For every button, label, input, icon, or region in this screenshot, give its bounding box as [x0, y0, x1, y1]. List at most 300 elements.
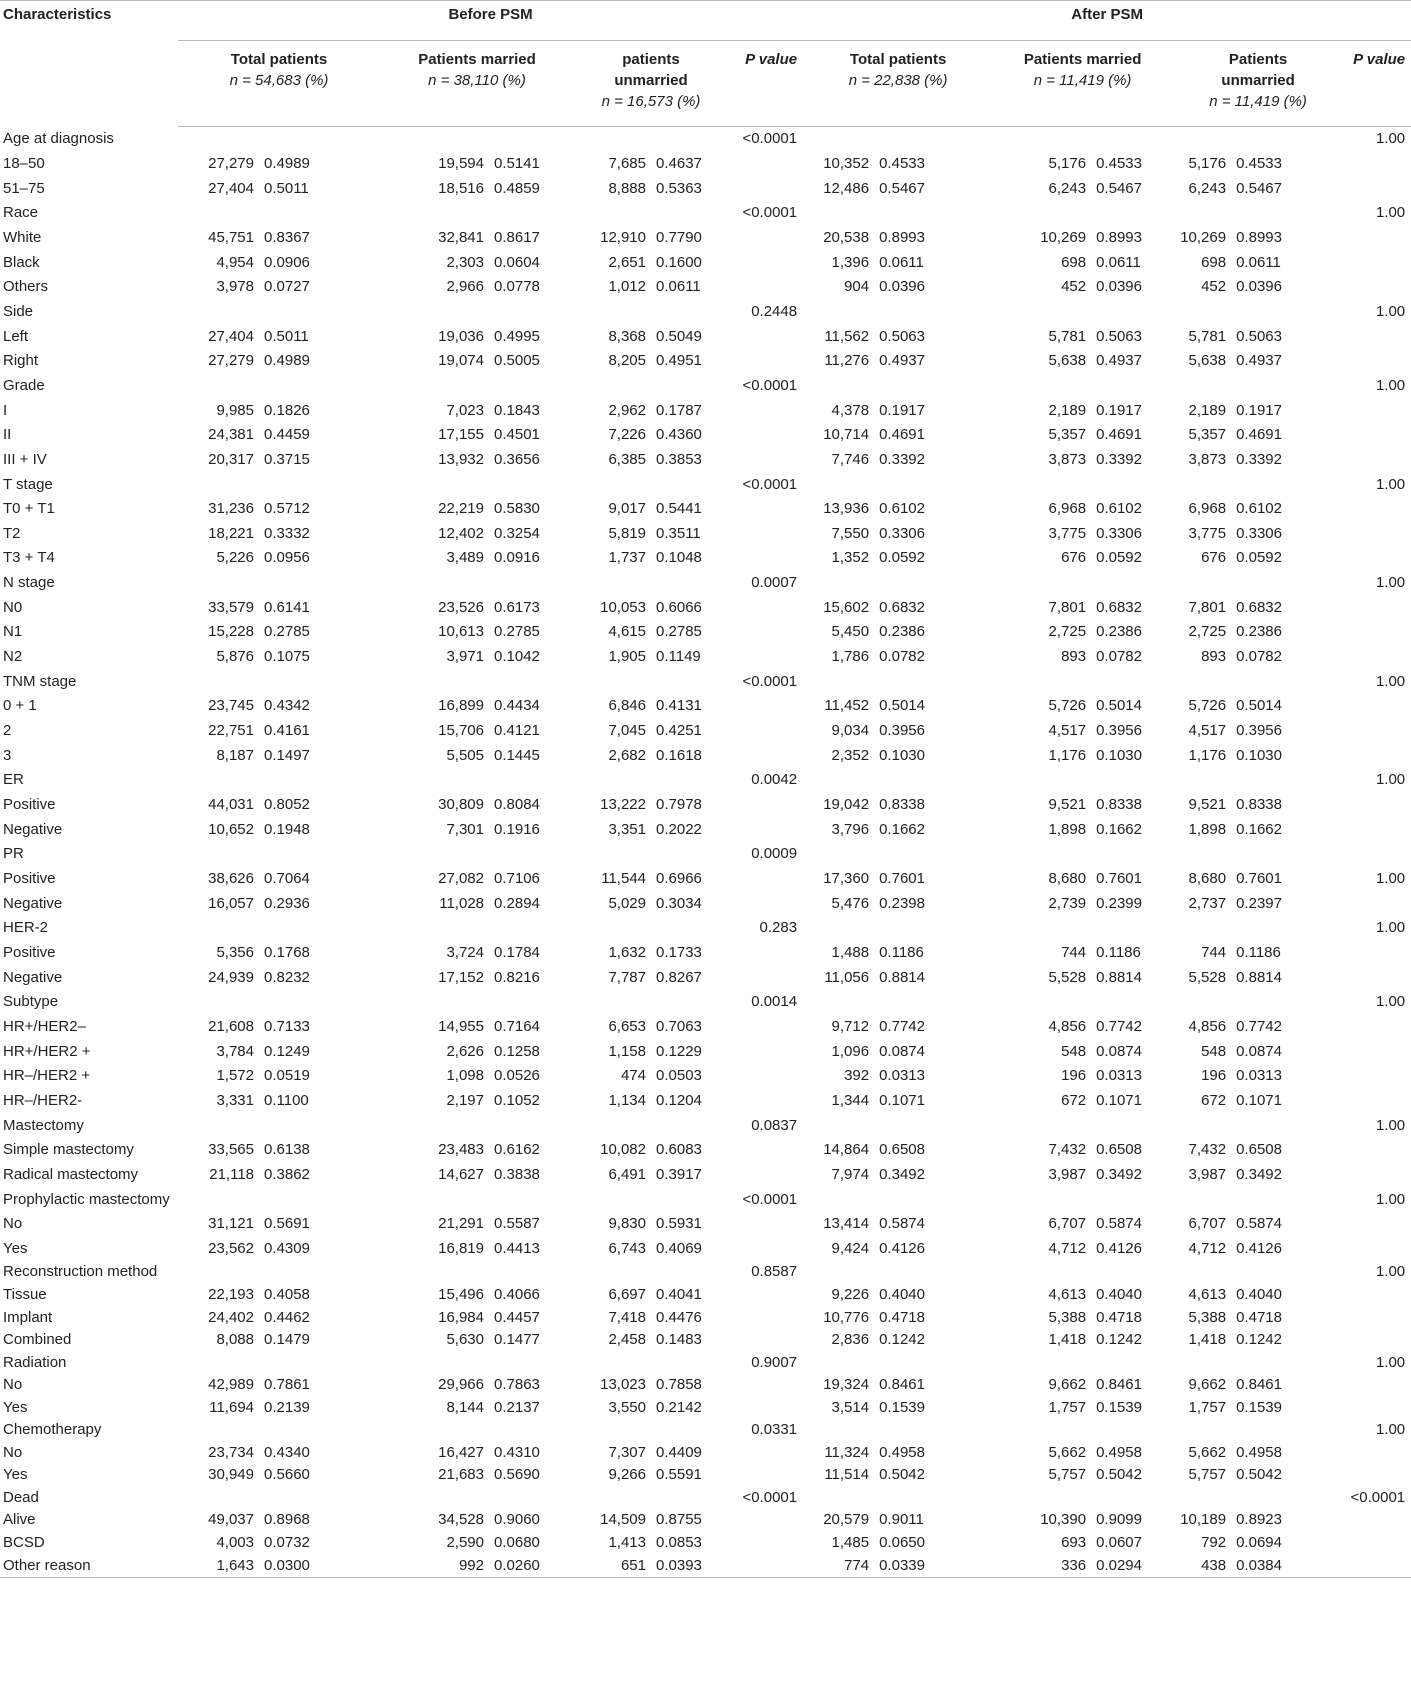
- after-unmarried-n-cell: [1172, 1419, 1230, 1442]
- after-p-value: [1344, 1138, 1411, 1163]
- before-unmarried-n-cell: 7,418: [608, 1308, 646, 1326]
- before-p-value: [728, 1374, 803, 1397]
- before-total-n-cell: 4,954: [216, 253, 254, 271]
- before-p-value: [728, 1212, 803, 1237]
- after-married-pct-cell: 0.0396: [1096, 278, 1142, 296]
- after-p-value: [1344, 398, 1411, 423]
- before-married-pct-cell: [488, 1419, 574, 1442]
- before-married-n-cell: [380, 374, 488, 399]
- row-label: No: [3, 1376, 23, 1394]
- before-unmarried-n-cell: [574, 374, 650, 399]
- before-unmarried-pct-cell: 0.6083: [656, 1141, 702, 1159]
- after-married-pct-cell: [1090, 201, 1172, 226]
- after-total-n-cell: [803, 1187, 873, 1212]
- after-married-n-cell: 6,243: [1048, 179, 1087, 197]
- before-unmarried-pct-cell: 0.6966: [656, 870, 702, 888]
- after-unmarried-n-cell: 4,712: [1188, 1239, 1227, 1257]
- table-row: [0, 1089, 1411, 1114]
- before-p-value-label: P value: [745, 51, 798, 68]
- after-unmarried-n-cell: 7,801: [1188, 598, 1227, 616]
- after-total-pct-cell: [873, 1113, 993, 1138]
- after-p-value: [1344, 522, 1411, 547]
- after-married-pct-cell: 0.3492: [1096, 1165, 1142, 1183]
- before-p-value: [728, 1015, 803, 1040]
- before-unmarried-n-cell: 3,550: [608, 1398, 646, 1416]
- after-total-pct-cell: 0.0874: [879, 1042, 925, 1060]
- after-p-value: [1344, 1039, 1411, 1064]
- before-total-n-cell: 33,565: [208, 1141, 254, 1159]
- after-unmarried-pct-cell: [1230, 201, 1344, 226]
- after-total-n-cell: 12,486: [823, 179, 870, 197]
- after-p-value: [1344, 1064, 1411, 1089]
- before-unmarried-n-cell: 2,962: [608, 401, 646, 419]
- after-married-pct-cell: 0.4040: [1096, 1286, 1142, 1303]
- after-p-value: [1344, 1329, 1411, 1352]
- before-total-n-cell: 27,279: [208, 154, 254, 172]
- before-married-pct-cell: 0.2894: [494, 894, 540, 912]
- before-total-n-cell: 9,985: [216, 401, 254, 419]
- after-married-pct-cell: 0.4533: [1096, 154, 1142, 172]
- after-total-pct-cell: 0.0592: [879, 549, 925, 567]
- before-married-pct-cell: [488, 1113, 574, 1138]
- before-unmarried-n-cell: 474: [620, 1067, 646, 1085]
- before-total-n-cell: 44,031: [208, 796, 254, 814]
- table-row: [0, 645, 1411, 670]
- after-married-pct-cell: 0.0294: [1090, 1554, 1172, 1577]
- before-total-pct-cell: 0.7064: [264, 870, 310, 888]
- before-married-n-cell: 16,427: [438, 1443, 484, 1461]
- after-total-pct-cell: 0.7601: [879, 870, 925, 888]
- before-p-value: [728, 176, 803, 201]
- after-married-pct-cell: [1090, 571, 1172, 596]
- before-married-n-cell: [380, 990, 488, 1015]
- before-total-pct-cell: 0.4989: [264, 352, 310, 370]
- after-total-n-cell: 3,514: [831, 1398, 870, 1416]
- table-row: [0, 1509, 1411, 1532]
- before-unmarried-pct-cell: 0.4251: [656, 722, 702, 740]
- category-label: T stage: [3, 475, 53, 493]
- after-married-pct-cell: [1090, 990, 1172, 1015]
- after-unmarried-n-cell: 1,418: [1188, 1331, 1227, 1349]
- before-married-n-cell: 19,074: [438, 352, 484, 370]
- after-unmarried-n-cell: 1,757: [1188, 1398, 1227, 1416]
- before-unmarried-n-cell: 7,226: [608, 426, 646, 444]
- before-unmarried-n-cell: 1,632: [608, 943, 646, 961]
- after-married-n-cell: 5,662: [1048, 1443, 1087, 1461]
- before-married-pct-cell: 0.6173: [494, 598, 540, 616]
- before-married-header: [380, 41, 574, 127]
- before-p-value: [728, 1284, 803, 1307]
- before-total-n-cell: 3,978: [216, 278, 254, 296]
- after-p-value: [1344, 250, 1411, 275]
- after-total-pct-cell: 0.1242: [879, 1331, 925, 1349]
- before-unmarried-n-cell: [574, 1113, 650, 1138]
- before-total-pct-cell: 0.5011: [264, 179, 309, 197]
- after-married-pct-cell: 0.4937: [1096, 352, 1142, 370]
- before-total-n-cell: 27,404: [208, 179, 254, 197]
- before-married-pct-cell: [488, 916, 574, 941]
- after-total-pct-cell: 0.5467: [879, 179, 925, 197]
- after-total-n-cell: 20,579: [823, 1511, 870, 1529]
- before-unmarried-pct-cell: 0.4951: [656, 352, 702, 370]
- after-married-n-cell: 5,726: [1048, 697, 1087, 715]
- row-label: Positive: [3, 870, 56, 888]
- after-married-n-cell: 9,662: [1048, 1376, 1087, 1394]
- after-unmarried-n: n = 11,419 (%): [1209, 93, 1307, 110]
- before-married-pct-cell: 0.5690: [494, 1466, 540, 1484]
- before-unmarried-pct-cell: [650, 472, 728, 497]
- category-label: Race: [3, 204, 39, 222]
- after-p-value: [1344, 743, 1411, 768]
- category-label: Chemotherapy: [3, 1421, 102, 1439]
- after-unmarried-pct-cell: 0.0592: [1236, 549, 1282, 567]
- after-married-n: n = 11,419 (%): [1033, 72, 1132, 89]
- before-unmarried-n-cell: 3,351: [608, 820, 646, 838]
- before-married-pct-cell: 0.5587: [494, 1215, 540, 1233]
- before-p-value: [728, 1163, 803, 1188]
- before-total-n-cell: 49,037: [208, 1511, 254, 1529]
- after-unmarried-pct-cell: [1230, 669, 1344, 694]
- after-married-pct-cell: 0.0782: [1096, 648, 1142, 666]
- after-married-pct-cell: 0.7742: [1096, 1017, 1142, 1035]
- before-married-pct-cell: [488, 201, 574, 226]
- after-unmarried-n-cell: 7,432: [1188, 1141, 1227, 1159]
- before-unmarried-n-cell: [574, 842, 650, 867]
- before-total-pct-cell: 0.4459: [264, 426, 310, 444]
- before-total-pct-cell: 0.0732: [264, 1534, 310, 1552]
- before-p-value: <0.0001: [742, 376, 798, 394]
- before-unmarried-pct-cell: 0.0503: [656, 1067, 702, 1085]
- before-married-n-cell: [380, 300, 488, 325]
- before-total-n-cell: 8,187: [216, 746, 254, 764]
- after-married-n-cell: 4,613: [1048, 1286, 1087, 1303]
- after-married-n-cell: 7,801: [1048, 598, 1087, 616]
- after-married-pct-cell: [1090, 1187, 1172, 1212]
- after-p-value: 1.00: [1375, 993, 1406, 1011]
- category-label: Subtype: [3, 993, 59, 1011]
- after-p-value: 1.00: [1375, 1116, 1406, 1134]
- before-unmarried-n-cell: [574, 300, 650, 325]
- after-married-n-cell: 5,781: [1048, 327, 1087, 345]
- before-married-pct-cell: 0.1477: [494, 1331, 540, 1349]
- before-unmarried-pct-cell: [650, 990, 728, 1015]
- after-total-n-cell: 10,714: [823, 426, 870, 444]
- after-married-n-cell: 10,390: [1040, 1511, 1087, 1529]
- before-total-n-cell: [178, 127, 258, 152]
- row-label: T0 + T1: [3, 500, 55, 518]
- before-total-n-cell: 5,226: [216, 549, 254, 567]
- before-total-n-cell: 38,626: [208, 870, 254, 888]
- before-total-n-cell: 24,402: [208, 1308, 254, 1326]
- before-total-n-cell: 3,331: [216, 1091, 254, 1109]
- before-married-pct-cell: [488, 472, 574, 497]
- before-married-n-cell: 11,028: [439, 894, 484, 912]
- after-unmarried-n-cell: [1172, 1351, 1230, 1374]
- before-total-pct-cell: 0.1100: [264, 1091, 309, 1109]
- after-total-n-cell: 392: [844, 1067, 870, 1085]
- before-unmarried-n-cell: [574, 1419, 650, 1442]
- before-total-n-cell: 15,228: [208, 623, 254, 641]
- before-unmarried-pct-cell: 0.3034: [656, 894, 702, 912]
- before-married-pct-cell: 0.7863: [494, 1376, 540, 1394]
- after-total-n-cell: [803, 127, 873, 152]
- after-p-value: 1.00: [1375, 1353, 1406, 1371]
- after-total-pct-cell: 0.4691: [879, 426, 925, 444]
- after-unmarried-n-cell: 9,662: [1188, 1376, 1227, 1394]
- after-unmarried-pct-cell: 0.2397: [1236, 894, 1282, 912]
- after-married-pct-cell: [1090, 916, 1172, 941]
- table-row: [0, 891, 1411, 916]
- after-p-value: [1344, 152, 1411, 177]
- table-row: [0, 423, 1411, 448]
- row-label: HR–/HER2-: [3, 1091, 83, 1109]
- after-unmarried-header: [1172, 41, 1344, 127]
- after-total-n-cell: 19,324: [823, 1376, 870, 1394]
- after-p-value: [1344, 793, 1411, 818]
- after-unmarried-n-cell: 6,968: [1188, 500, 1227, 518]
- after-total-pct-cell: [873, 1351, 993, 1374]
- after-unmarried-n-cell: 6,707: [1188, 1215, 1227, 1233]
- after-total-pct-cell: 0.5042: [879, 1466, 925, 1484]
- before-unmarried-pct-cell: 0.8755: [656, 1511, 702, 1529]
- after-total-n-cell: 13,414: [823, 1215, 870, 1233]
- after-married-n-cell: 196: [1061, 1067, 1087, 1085]
- before-unmarried-pct-cell: 0.7063: [656, 1017, 702, 1035]
- category-row: [0, 1487, 1411, 1510]
- after-p-value: [1344, 1554, 1411, 1577]
- after-married-pct-cell: 0.2399: [1096, 894, 1142, 912]
- before-total-pct-cell: 0.1479: [264, 1331, 310, 1349]
- before-married-pct-cell: [488, 1187, 574, 1212]
- after-unmarried-n-cell: 9,521: [1188, 796, 1227, 814]
- after-p-value: [1344, 719, 1411, 744]
- before-total-pct-cell: [258, 1487, 380, 1510]
- before-married-pct-cell: 0.0260: [488, 1554, 574, 1577]
- before-unmarried-pct-cell: [650, 1351, 728, 1374]
- after-p-value: [1344, 1212, 1411, 1237]
- before-total-n-cell: 27,279: [208, 352, 254, 370]
- before-total-pct-cell: 0.2139: [264, 1398, 310, 1416]
- before-total-n-cell: [178, 1419, 258, 1442]
- after-p-value: 1.00: [1375, 672, 1406, 690]
- after-total-pct-cell: [873, 571, 993, 596]
- after-total-pct-cell: [873, 300, 993, 325]
- after-married-pct-cell: 0.3392: [1096, 450, 1142, 468]
- before-total-pct-cell: 0.5660: [264, 1466, 310, 1484]
- after-unmarried-n-cell: 698: [1201, 253, 1227, 271]
- before-married-n-cell: 16,899: [438, 697, 484, 715]
- before-unmarried-title-1: patients: [622, 51, 680, 68]
- before-total-pct-cell: [258, 1419, 380, 1442]
- before-total-n-cell: 3,784: [216, 1042, 254, 1060]
- after-unmarried-n-cell: [1172, 1487, 1230, 1510]
- after-total-n-cell: [803, 1351, 873, 1374]
- before-unmarried-header: [574, 41, 728, 127]
- before-unmarried-pct-cell: [650, 1487, 728, 1510]
- after-p-value: 1.00: [1375, 919, 1406, 937]
- table-row: [0, 1554, 1411, 1577]
- table-row: [0, 546, 1411, 571]
- before-married-pct-cell: 0.9060: [494, 1511, 540, 1529]
- before-married-n-cell: 17,152: [438, 968, 484, 986]
- before-married-n-cell: [380, 201, 488, 226]
- before-unmarried-n-cell: 5,819: [608, 524, 646, 542]
- before-total-pct-cell: 0.0519: [264, 1067, 310, 1085]
- before-unmarried-n-cell: 8,205: [608, 352, 646, 370]
- after-unmarried-n-cell: 3,775: [1188, 524, 1227, 542]
- before-unmarried-n-cell: [574, 990, 650, 1015]
- table-row: [0, 941, 1411, 966]
- before-unmarried-pct-cell: 0.1600: [656, 253, 702, 271]
- before-married-pct-cell: [488, 300, 574, 325]
- row-label: No: [3, 1215, 23, 1233]
- before-total-pct-cell: 0.4989: [264, 154, 310, 172]
- after-married-n-cell: [993, 472, 1090, 497]
- after-total-pct-cell: 0.1030: [879, 746, 925, 764]
- before-married-pct-cell: [488, 669, 574, 694]
- row-label: Others: [3, 278, 49, 296]
- before-unmarried-n-cell: 13,222: [600, 796, 646, 814]
- category-label: PR: [3, 845, 24, 863]
- before-p-value: [728, 1554, 803, 1577]
- before-unmarried-pct-cell: 0.3511: [656, 524, 701, 542]
- after-married-n-cell: [993, 768, 1090, 793]
- before-unmarried-pct-cell: 0.3917: [656, 1165, 702, 1183]
- before-p-value: [728, 546, 803, 571]
- before-married-pct-cell: 0.8617: [494, 228, 540, 246]
- after-total-n-cell: 4,378: [831, 401, 870, 419]
- before-married-pct-cell: 0.4413: [494, 1239, 540, 1257]
- table-body: [0, 127, 1411, 1578]
- after-married-pct-cell: [1090, 300, 1172, 325]
- before-total-pct-cell: 0.6141: [264, 598, 310, 616]
- after-total-pct-cell: 0.9011: [879, 1511, 924, 1529]
- row-label: Negative: [3, 968, 63, 986]
- before-total-n-cell: 21,118: [209, 1165, 254, 1183]
- after-p-value: [1344, 176, 1411, 201]
- before-p-value: [728, 522, 803, 547]
- before-unmarried-n-cell: [574, 1487, 650, 1510]
- before-p-value: [728, 817, 803, 842]
- before-total-pct-cell: [258, 127, 380, 152]
- before-unmarried-pct-cell: 0.7858: [656, 1376, 702, 1394]
- after-total-pct-cell: 0.4126: [879, 1239, 925, 1257]
- after-married-pct-cell: 0.3956: [1096, 722, 1142, 740]
- after-married-pct-cell: 0.4718: [1096, 1308, 1142, 1326]
- after-p-value: [1344, 226, 1411, 251]
- category-label: Dead: [3, 1488, 39, 1506]
- before-unmarried-pct-cell: 0.4637: [656, 154, 702, 172]
- after-married-n-cell: 9,521: [1048, 796, 1087, 814]
- after-married-n-cell: [993, 1419, 1090, 1442]
- after-total-n-cell: 1,396: [831, 253, 870, 271]
- before-married-pct-cell: 0.5005: [494, 352, 540, 370]
- after-total-pct-cell: 0.1917: [879, 401, 925, 419]
- before-married-pct-cell: 0.6162: [494, 1141, 540, 1159]
- after-unmarried-n-cell: [1172, 201, 1230, 226]
- after-p-value: [1344, 1237, 1411, 1262]
- after-p-value-label: P value: [1353, 51, 1406, 68]
- before-p-value: [728, 423, 803, 448]
- after-married-pct-cell: 0.8814: [1096, 968, 1142, 986]
- after-unmarried-pct-cell: [1230, 1261, 1344, 1284]
- after-unmarried-n-cell: 676: [1201, 549, 1227, 567]
- after-p-value: [1344, 595, 1411, 620]
- after-unmarried-n-cell: 5,726: [1188, 697, 1227, 715]
- before-p-value: 0.0009: [751, 845, 798, 863]
- before-total-n-cell: [178, 916, 258, 941]
- after-married-n-cell: 893: [1061, 648, 1087, 666]
- before-total-n-cell: 22,193: [208, 1286, 254, 1303]
- before-p-value: [728, 719, 803, 744]
- row-label: 0 + 1: [3, 697, 37, 715]
- before-total-n-cell: 23,562: [208, 1239, 254, 1257]
- after-total-header: [803, 41, 993, 127]
- before-married-n-cell: [380, 472, 488, 497]
- before-married-n-cell: 23,483: [438, 1141, 484, 1159]
- category-label: Reconstruction method: [3, 1263, 158, 1281]
- row-label: Black: [3, 253, 40, 271]
- after-total-pct-cell: 0.4040: [879, 1286, 925, 1303]
- after-total-pct-cell: [873, 768, 993, 793]
- after-unmarried-pct-cell: 0.8923: [1236, 1511, 1282, 1529]
- before-married-n-cell: 10,613: [438, 623, 484, 641]
- before-p-value: [728, 275, 803, 300]
- before-unmarried-pct-cell: 0.4041: [656, 1286, 702, 1303]
- after-total-n-cell: [803, 571, 873, 596]
- after-married-pct-cell: 0.8461: [1096, 1376, 1142, 1394]
- after-married-pct-cell: [1090, 127, 1172, 152]
- category-row: [0, 916, 1411, 941]
- after-married-pct-cell: 0.5042: [1096, 1466, 1142, 1484]
- after-married-n-cell: [993, 916, 1090, 941]
- table-row: [0, 448, 1411, 473]
- before-married-pct-cell: [488, 1351, 574, 1374]
- after-p-value: [1344, 1374, 1411, 1397]
- after-married-n-cell: 452: [1061, 278, 1087, 296]
- before-unmarried-pct-cell: 0.4476: [656, 1308, 702, 1326]
- before-p-value: <0.0001: [742, 130, 798, 148]
- before-p-value: [728, 1329, 803, 1352]
- table-row: [0, 1464, 1411, 1487]
- before-married-n-cell: 3,489: [446, 549, 484, 567]
- row-label: N2: [3, 648, 23, 666]
- after-total-n-cell: 13,936: [823, 500, 870, 518]
- after-unmarried-pct-cell: [1230, 472, 1344, 497]
- after-total-pct-cell: [873, 990, 993, 1015]
- before-married-n-cell: [380, 1261, 488, 1284]
- after-total-pct-cell: 0.0339: [873, 1554, 993, 1577]
- after-unmarried-pct-cell: [1230, 1187, 1344, 1212]
- before-unmarried-pct-cell: 0.5591: [656, 1466, 702, 1484]
- after-married-pct-cell: [1090, 472, 1172, 497]
- after-married-n-cell: 693: [1061, 1534, 1087, 1552]
- after-total-n-cell: [803, 768, 873, 793]
- before-p-value: [728, 1396, 803, 1419]
- before-married-n-cell: 18,516: [438, 179, 484, 197]
- row-label: Positive: [3, 796, 56, 814]
- before-married-n: n = 38,110 (%): [428, 72, 526, 89]
- after-married-pct-cell: 0.4691: [1096, 426, 1142, 444]
- after-married-pct-cell: 0.5014: [1096, 697, 1142, 715]
- after-total-pct-cell: 0.6832: [879, 598, 925, 616]
- before-married-pct-cell: 0.0604: [494, 253, 540, 271]
- after-total-n-cell: 9,034: [831, 722, 870, 740]
- before-total-n-cell: [178, 1487, 258, 1510]
- after-married-pct-cell: 0.8338: [1096, 796, 1142, 814]
- after-total-n-cell: [803, 472, 873, 497]
- after-unmarried-n-cell: 8,680: [1188, 870, 1227, 888]
